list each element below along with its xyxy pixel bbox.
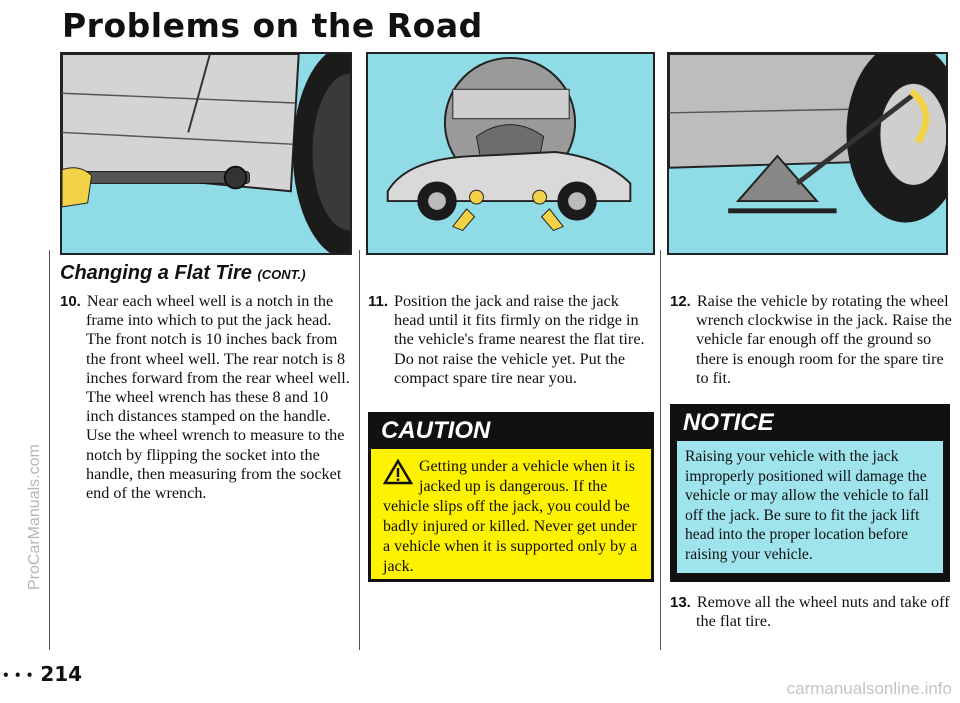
sidebar-watermark: ProCarManuals.com xyxy=(26,444,43,590)
page-number: • • • 214 xyxy=(2,662,83,686)
figure-jack-position xyxy=(366,52,655,255)
column-divider xyxy=(359,250,360,650)
section-title: Changing a Flat Tire (CONT.) xyxy=(60,262,306,284)
bottom-watermark: carmanualsonline.info xyxy=(786,679,952,698)
notice-text: Raising your vehicle with the jack improperly positioned will damage the vehicle or may allow the vehicle to fall off the jack. Be sure to fit the jack lift head into the proper location before raising your vehicle. xyxy=(677,441,943,573)
step-11: 11. Position the jack and raise the jack head until it fits firmly on the ridge in the vehicle's frame nearest the flat tire. Do not raise the vehicle yet. Put the compact spare tire near you. xyxy=(368,292,645,387)
caution-text: Getting under a vehicle when it is jacked up is dangerous. If the vehicle slips off the jack, you could be badly injured or killed. Never get under a vehicle when it is supported only by a jack. xyxy=(383,458,638,575)
step-13: 13. Remove all the wheel nuts and take off the flat tire. xyxy=(670,593,950,631)
caution-title: CAUTION xyxy=(371,415,651,449)
column-divider xyxy=(49,250,50,650)
warning-triangle-icon xyxy=(383,459,413,485)
step-10: 10. Near each wheel well is a notch in the frame into which to put the jack head. The front notch is 10 inches back from the front wheel well. The rear notch is 8 inches forward from the rear wheel well. The wheel wrench has these 8 and 10 inch distances stamped on the handle. Use the wheel wrench to measure to the notch by flipping the socket into the handle, then measuring from the socket end of the wrench. xyxy=(60,292,350,503)
notice-title: NOTICE xyxy=(673,407,947,441)
figure-jack-raising xyxy=(667,52,948,255)
page-title: Problems on the Road xyxy=(62,6,483,45)
figure-wrench-measure xyxy=(60,52,352,255)
step-12: 12. Raise the vehicle by rotating the wheel wrench clockwise in the jack. Raise the vehicle far enough off the ground so there is enough room for the spare tire to fit. xyxy=(670,292,952,387)
notice-box xyxy=(670,404,950,582)
caution-box xyxy=(368,412,654,582)
column-divider xyxy=(660,250,661,650)
